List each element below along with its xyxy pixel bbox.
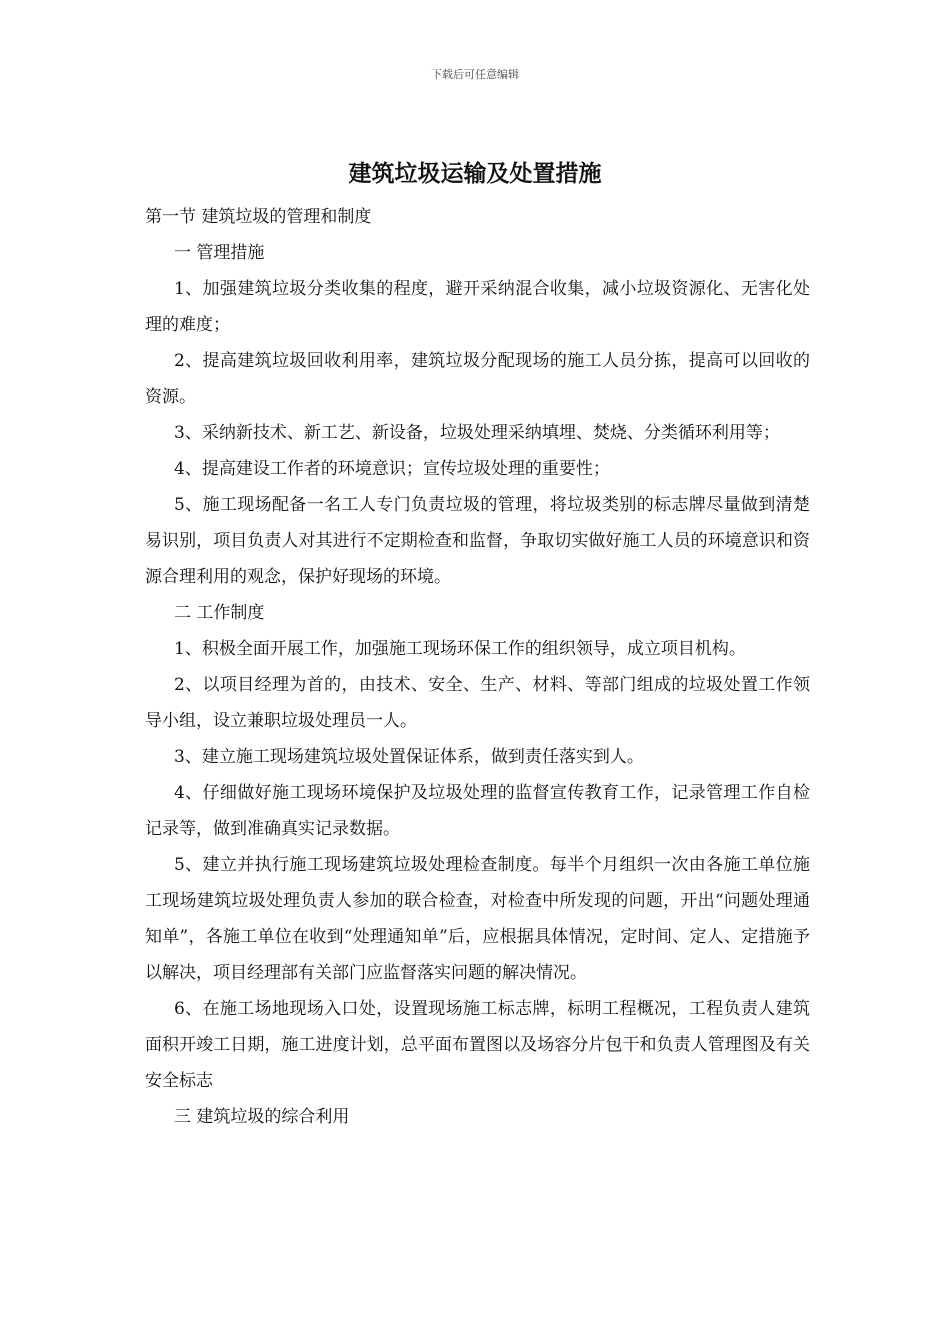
body-paragraph: 3、建立施工现场建筑垃圾处置保证体系，做到责任落实到人。	[174, 747, 644, 767]
subsection-heading: 三 建筑垃圾的综合利用	[174, 1107, 350, 1127]
subsection-heading: 一 管理措施	[174, 243, 265, 263]
body-paragraph: 1、加强建筑垃圾分类收集的程度，避开采纳混合收集，减小垃圾资源化、无害化处理的难度；	[145, 279, 810, 335]
body-paragraph: 3、采纳新技术、新工艺、新设备，垃圾处理采纳填埋、焚烧、分类循环利用等；	[174, 423, 780, 443]
body-paragraph: 2、提高建筑垃圾回收利用率，建筑垃圾分配现场的施工人员分拣，提高可以回收的资源。	[145, 351, 810, 407]
body-paragraph: 1、积极全面开展工作，加强施工现场环保工作的组织领导，成立项目机构。	[174, 639, 746, 659]
body-paragraph: 2、以项目经理为首的，由技术、安全、生产、材料、等部门组成的垃圾处置工作领导小组，设立兼职垃圾处理员一人。	[145, 675, 810, 731]
body-paragraph: 4、仔细做好施工现场环境保护及垃圾处理的监督宣传教育工作，记录管理工作自检记录等，做到准确真实记录数据。	[145, 783, 810, 839]
body-paragraph: 5、施工现场配备一名工人专门负责垃圾的管理，将垃圾类别的标志牌尽量做到清楚易识别，项目负责人对其进行不定期检查和监督，争取切实做好施工人员的环境意识和资源合理利用的观念，保护好现场的环境。	[145, 495, 810, 587]
header-note: 下载后可任意编辑	[431, 68, 519, 81]
document-title: 建筑垃圾运输及处置措施	[348, 160, 602, 187]
document-body	[145, 199, 810, 1135]
subsection-heading: 二 工作制度	[174, 603, 265, 623]
body-paragraph: 4、提高建设工作者的环境意识；宣传垃圾处理的重要性；	[174, 459, 610, 479]
body-paragraph: 6、在施工场地现场入口处，设置现场施工标志牌，标明工程概况，工程负责人建筑面积开竣工日期，施工进度计划，总平面布置图以及场容分片包干和负责人管理图及有关安全标志	[145, 999, 810, 1091]
body-paragraph: 5、建立并执行施工现场建筑垃圾处理检查制度。每半个月组织一次由各施工单位施工现场建筑垃圾处理负责人参加的联合检查，对检查中所发现的问题，开出“问题处理通知单”，各施工单位在收到“处理通知单”后，应根据具体情况，定时间、定人、定措施予以解决，项目经理部有关部门应监督落实问题的解决情况。	[145, 855, 810, 983]
section-heading: 第一节 建筑垃圾的管理和制度	[145, 207, 372, 227]
